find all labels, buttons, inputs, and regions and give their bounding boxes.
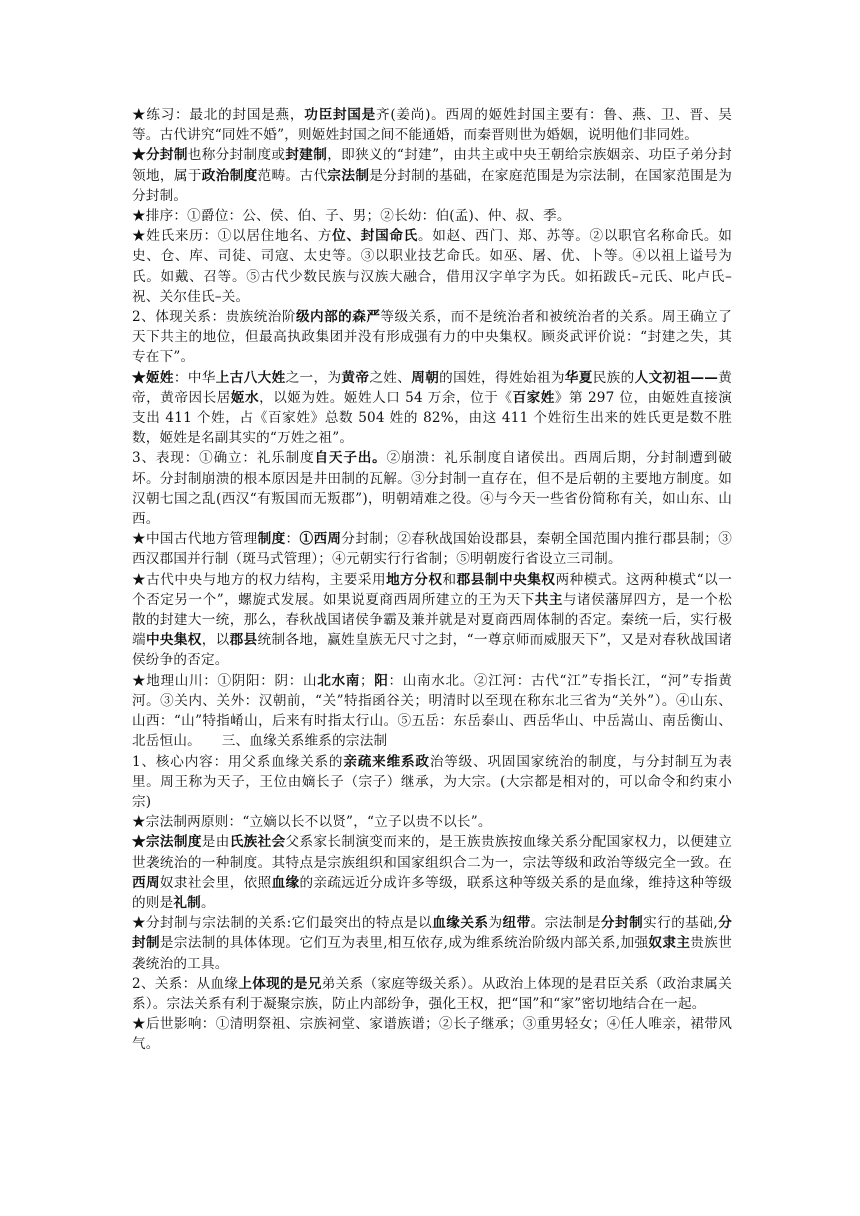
text-run: 两种模式。这两种模式“以一个否定另一个”，螺旋式发展。如果说夏商西周所建立的王为天下 <box>132 571 732 608</box>
bold-term: 奴隶主 <box>648 935 691 952</box>
text-run: 民族的 <box>592 369 635 386</box>
bold-term: 级内部的森严 <box>295 309 381 326</box>
text-run: 为 <box>488 915 503 932</box>
bold-term: 亲疏来维系政 <box>343 753 430 770</box>
text-run: 与诸侯藩屏四方，是一个松散的封建大一统，那么，春秋战国诸侯争霸及兼并就是对夏商西周体制的否定。秦统一后，实行极端 <box>132 591 732 649</box>
text-run: ，以 <box>201 632 230 649</box>
paragraph <box>132 832 732 913</box>
text-run: 齐(姜尚)。西周的姬姓封国主要有：鲁、燕、卫、晋、吴等。古代讲究“同姓不婚”，则姬姓封国之间不能通婚，而秦晋则世为婚姻，说明他们非同姓。 <box>132 107 733 144</box>
paragraph <box>132 226 732 307</box>
paragraph <box>132 448 732 529</box>
text-run: ，即狭义的“封建”，由共主或中央王朝给宗族姻亲、功臣子弟分封领地，属于 <box>132 147 732 184</box>
bold-term: 郡县 <box>229 632 258 649</box>
text-run: 是分封制的基础，在家庭范围是为宗法制，在国家范围是为分封制。 <box>132 167 733 204</box>
bold-term: 黄帝 <box>341 369 370 386</box>
text-run: 分封制；②春秋战国始设郡县，秦朝全国范围内推行郡县制；③西汉郡国并行制（斑马式管理）；④元朝实行行省制；⑤明朝废行省设立三司制。 <box>132 531 732 568</box>
paragraph <box>132 307 732 368</box>
text-run: 之姓、 <box>369 369 412 386</box>
bold-term: 礼制 <box>173 894 201 911</box>
text-run: 实行的基础, <box>643 915 718 932</box>
text-run: ★古代中央与地方的权力结构，主要采用 <box>132 571 387 588</box>
text-run: 范畴。古代 <box>257 167 328 184</box>
text-run: ②崩溃：礼乐制度自诸侯出。西周后期，分封制遭到破坏。分封制崩溃的根本原因是井田制的瓦解。③分封制一直存在，但不是后朝的主要地方制度。如汉朝七国之乱(西汉“有叛国而无叛郡”)，明朝靖难之役。④与今天一些省份简称有关，如山东、山西。 <box>132 450 732 528</box>
bold-term: ★姬姓 <box>132 369 174 386</box>
text-run: ：中华 <box>173 369 216 386</box>
paragraph <box>132 974 732 1014</box>
bold-term: 血缘 <box>271 874 300 891</box>
paragraph <box>132 913 732 974</box>
paragraph <box>132 570 732 671</box>
text-run: 贵族世袭统治的工具。 <box>132 935 732 972</box>
text-run: 。如赵、西门、郑、苏等。②以职官名称命氏。如史、仓、库、司徒、司寇、太史等。③以职业技艺命氏。如巫、屠、优、卜等。④以祖上谥号为氏。如戴、召等。⑤古代少数民族与汉族大融合，借用汉字单字为氏。如拓跋氏–元氏、叱卢氏–祝、关尔佳氏–关。 <box>132 228 733 305</box>
text-run: ★分封制与宗法制的关系:它们最突出的特点是以 <box>132 915 433 932</box>
paragraph <box>132 752 732 813</box>
bold-term: 周朝 <box>411 369 440 386</box>
paragraph <box>132 206 732 226</box>
paragraph <box>132 812 732 832</box>
document-page <box>132 105 732 1055</box>
text-run: 等级关系，而不是统治者和被统治者的关系。周王确立了天下共主的地位，但最高执政集团并没有形成强有力的中央集权。顾炎武评价说：“封建之失，其专在下”。 <box>132 309 732 366</box>
text-run: 的亲疏远近分成许多等级，联系这种等级关系的是血缘，维持这种等级的则是 <box>132 874 732 911</box>
bold-term: ★宗法制度 <box>132 834 202 851</box>
text-run: 3、表现：①确立：礼乐制度 <box>132 450 315 467</box>
bold-term: 百家姓 <box>512 389 555 406</box>
bold-term: 血缘关系 <box>432 915 489 932</box>
bold-term: 姬水 <box>230 389 260 406</box>
bold-term: ★分封制 <box>132 147 188 164</box>
bold-term: 西周 <box>132 874 160 891</box>
text-run: 。 <box>200 894 215 911</box>
text-run: 治等级、巩固国家统治的制度，与分封制互为表里。周王称为天子，王位由嫡长子（宗子）继承，为大宗。(大宗都是相对的，可以命令和约束小宗) <box>132 753 732 810</box>
text-run: ： <box>285 531 300 548</box>
bold-term: 宗法制 <box>327 167 370 184</box>
bold-term: 封建制 <box>285 147 328 164</box>
text-run: ★姓氏来历：①以居住地名、方 <box>132 228 333 245</box>
text-run: 。宗法制是 <box>530 915 601 932</box>
text-run: ； <box>360 672 374 689</box>
paragraph <box>132 368 732 449</box>
text-run: ★练习：最北的封国是燕， <box>132 107 305 123</box>
text-run: 统制各地，赢姓皇族无尺寸之封，“一尊京师而威服天下”，又是对春秋战国诸侯纷争的否定。 <box>132 632 732 669</box>
paragraph <box>132 1014 732 1054</box>
text-run: 是宗法制的具体体现。它们互为表里,相互依存,成为维系统治阶级内部关系,加强 <box>159 935 649 952</box>
bold-term: 分封制 <box>600 915 644 932</box>
bold-term: 氏族社会 <box>229 834 286 851</box>
text-run: 父系家长制演变而来的，是王族贵族按血缘关系分配国家权力，以便建立世袭统治的一种制度。其特点是宗族组织和国家组织合二为一，宗法等级和政治等级完全一致。在 <box>132 834 732 871</box>
bold-term: ①西周 <box>299 531 342 548</box>
text-run: ，以姬为姓。姬姓人口 54 万余，位于《 <box>259 389 513 406</box>
bold-term: 中央集权 <box>145 632 202 649</box>
bold-term: 功臣封国是 <box>304 107 376 123</box>
bold-term: 自天子出。 <box>314 450 387 467</box>
text-run: 弟关系（家庭等级关系）。从政治上体现的是君臣关系（政治隶属关系）。宗法关系有利于凝聚宗族，防止内部纷争，强化王权，把“国”和“家”密切地结合在一起。 <box>132 975 733 1012</box>
text-run: ★中国古代地方管理 <box>132 531 258 548</box>
bold-term: 郡县制中央集权 <box>456 571 556 588</box>
text-run: ★地理山川：①阴阳：阴：山 <box>132 672 318 689</box>
text-run: ★宗法制两原则：“立嫡以长不以贤”，“立子以贵不以长”。 <box>132 814 492 831</box>
paragraph <box>132 105 732 145</box>
text-run: 和 <box>442 571 457 588</box>
text-run: ★排序：①爵位：公、侯、伯、子、男；②长幼：伯(孟)、仲、叔、季。 <box>132 208 571 225</box>
bold-term: 北水南 <box>317 672 361 689</box>
text-run: 也称分封制度或 <box>187 147 286 164</box>
text-run: 2、体现关系：贵族统治阶 <box>132 309 296 326</box>
bold-term: 华夏 <box>564 369 593 386</box>
bold-term: 纽带 <box>502 915 531 932</box>
bold-term: 共主 <box>534 591 563 608</box>
text-run: 》第 297 位，由姬姓直接演支出 411 个姓，占《百家姓》总数 504 姓的 82%，由这 411 个姓衍生出来的姓氏更是数不胜数，姬姓是名副其实的“万姓之祖”。 <box>132 389 732 447</box>
bold-term: 地方分权 <box>386 571 443 588</box>
text-run: 是由 <box>201 834 230 851</box>
text-run: 之一，为 <box>285 369 342 386</box>
text-run: 的国姓，得姓始祖为 <box>439 369 565 386</box>
text-run: ★后世影响：①清明祭祖、宗族祠堂、家谱族谱；②长子继承；③重男轻女；④任人唯亲，裙带风气。 <box>132 1016 732 1053</box>
bold-term: 位、封国命氏 <box>332 228 418 245</box>
bold-term: 阳 <box>373 672 389 689</box>
bold-term: 制度 <box>257 531 286 548</box>
bold-term: 上体现的是兄 <box>238 975 322 992</box>
bold-term: 人文初祖—— <box>634 369 719 386</box>
paragraph <box>132 145 732 206</box>
paragraph <box>132 529 732 569</box>
bold-term: 政治制度 <box>201 167 258 184</box>
text-run: ：山南水北。②江河：古代“江”专指长江，“河”专指黄河。③关内、关外：汉朝前，“关”特指函谷关；明清时以至现在称东北三省为“关外”）。④山东、山西：“山”特指崤山，后来有时指太行山。⑤五岳：东岳泰山、西岳华山、中岳嵩山、南岳衡山、北岳恒山。 三、血缘关系维系的宗法制 <box>132 672 733 750</box>
bold-term: 上古八大姓 <box>215 369 286 386</box>
text-run: 2、关系：从血缘 <box>132 975 239 992</box>
paragraph <box>132 671 732 752</box>
text-run: 黄帝，黄帝因长居 <box>132 369 733 406</box>
bold-term: 分封制 <box>132 915 733 952</box>
text-run: 1、核心内容：用父系血缘关系的 <box>132 753 344 770</box>
text-run: 奴隶社会里，依照 <box>159 874 272 891</box>
